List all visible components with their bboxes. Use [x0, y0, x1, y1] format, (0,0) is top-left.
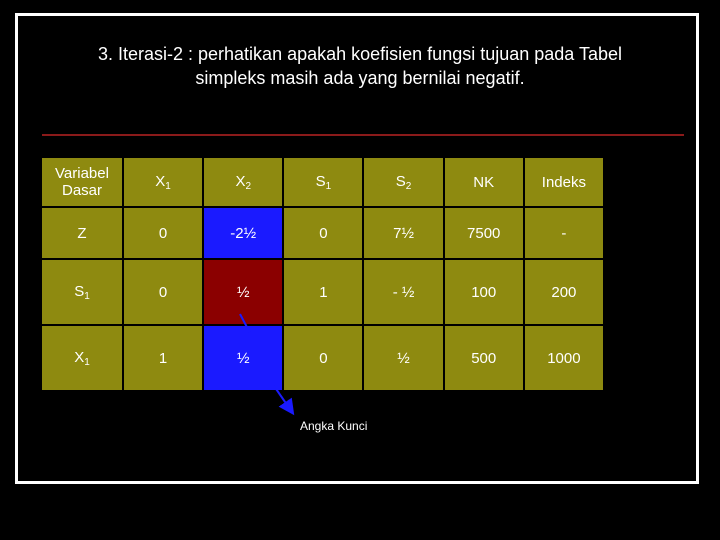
row-s1-x2-key-number: ½ — [203, 259, 283, 325]
title-line-1: 3. Iterasi-2 : perhatikan apakah koefisien fungsi tujuan pada Tabel — [97, 44, 623, 64]
title-line-2: simpleks masih ada yang bernilai negatif. — [195, 68, 525, 88]
header-s2-sub: 2 — [405, 180, 412, 192]
row-s1-s1: 1 — [283, 259, 363, 325]
header-s1-text: S — [315, 172, 326, 190]
header-dasar-text: Dasar — [61, 182, 102, 199]
header-s1-sub: 1 — [325, 180, 332, 192]
row-z-indeks: - — [524, 207, 604, 259]
row-s1-indeks: 200 — [524, 259, 604, 325]
row-x1-s2: ½ — [363, 325, 443, 391]
row-s1-s2: - ½ — [363, 259, 443, 325]
row-s1-nk: 100 — [444, 259, 524, 325]
header-x1-sub: 1 — [165, 180, 171, 192]
row-s1-var-sub: 1 — [84, 290, 90, 302]
row-s1-x1: 0 — [123, 259, 203, 325]
header-x2-text: X — [235, 172, 246, 190]
row-x1-x1: 1 — [123, 325, 203, 391]
row-s1-var-text: S — [74, 282, 85, 300]
row-z-nk: 7500 — [444, 207, 524, 259]
row-x1-s1: 0 — [283, 325, 363, 391]
row-z-x1: 0 — [123, 207, 203, 259]
arrow-to-label — [274, 386, 292, 412]
row-x1-var-sub: 1 — [84, 356, 90, 368]
arrow-short — [240, 314, 250, 333]
header-nk: NK — [444, 157, 524, 207]
row-z-x2: -2½ — [203, 207, 283, 259]
header-variabel-text: Variabel — [55, 165, 109, 182]
key-number-label: Angka Kunci — [300, 419, 368, 433]
row-x1-var-text: X — [74, 348, 85, 366]
header-x1-text: X — [155, 172, 166, 190]
row-z-s1: 0 — [283, 207, 363, 259]
row-x1-x2: ½ — [203, 325, 283, 391]
header-indeks: Indeks — [524, 157, 604, 207]
header-x2-sub: 2 — [245, 180, 252, 192]
row-z-s2: 7½ — [363, 207, 443, 259]
row-x1-nk: 500 — [444, 325, 524, 391]
row-x1-indeks: 1000 — [524, 325, 604, 391]
row-z-var-text: Z — [77, 224, 87, 242]
header-s2-text: S — [395, 172, 406, 190]
